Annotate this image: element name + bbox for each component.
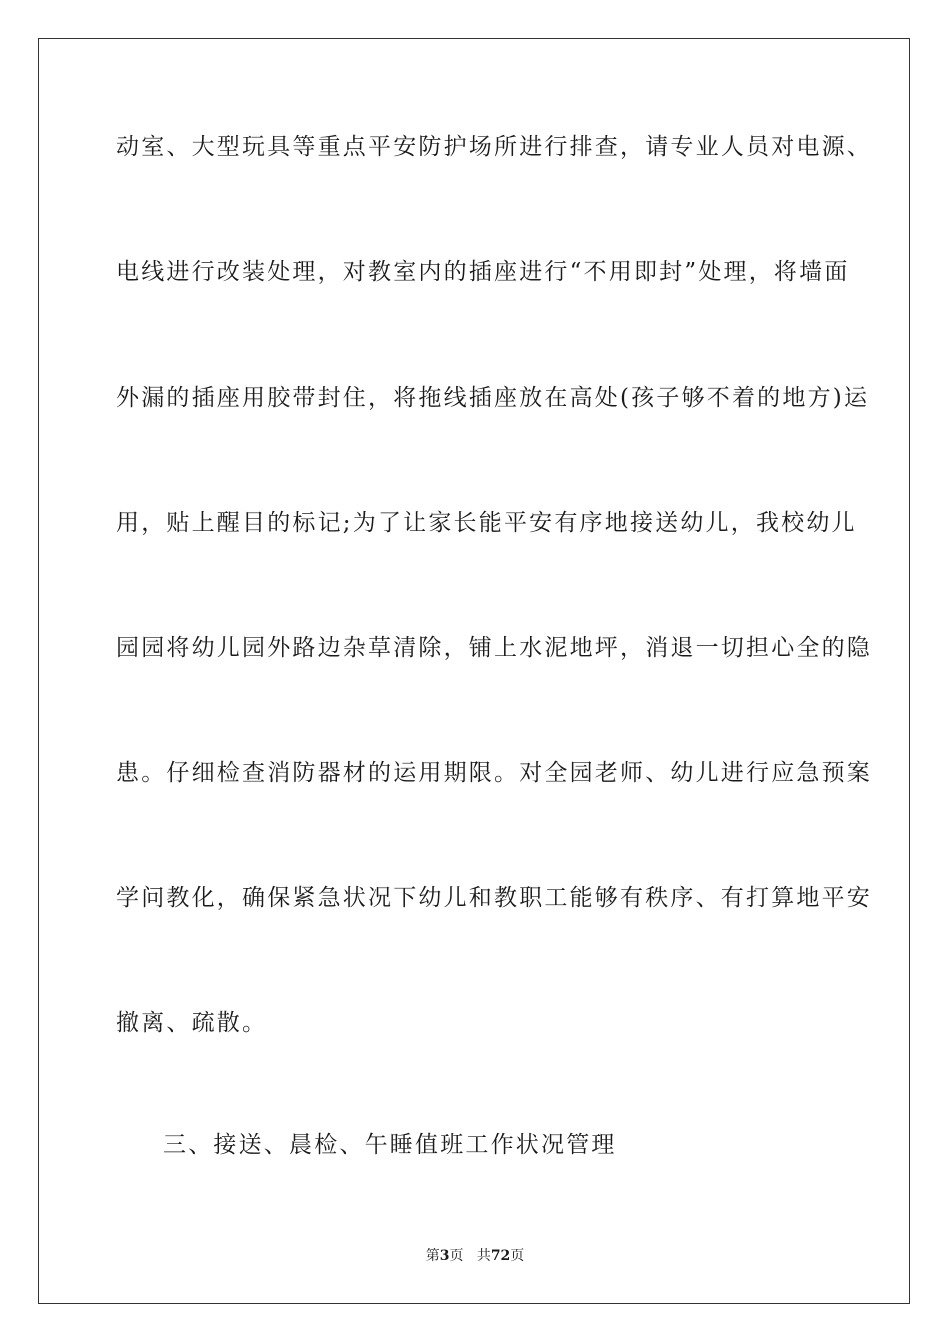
body-line-4: 用，贴上醒目的标记;为了让家长能平安有序地接送幼儿，我校幼儿: [116, 510, 857, 536]
body-line-3: 外漏的插座用胶带封住，将拖线插座放在高处(孩子够不着的地方)运: [116, 385, 870, 411]
body-line-8: 撤离、疏散。: [116, 1010, 268, 1036]
page-border: [38, 38, 910, 1304]
page-suffix: 页: [449, 1248, 464, 1264]
body-line-7: 学问教化，确保紧急状况下幼儿和教职工能够有秩序、有打算地平安: [116, 885, 872, 911]
body-line-6: 患。仔细检查消防器材的运用期限。对全园老师、幼儿进行应急预案: [116, 760, 872, 786]
body-line-1: 动室、大型玩具等重点平安防护场所进行排查，请专业人员对电源、: [116, 134, 872, 160]
body-line-2: 电线进行改装处理，对教室内的插座进行“不用即封”处理，将墙面: [116, 259, 850, 285]
page-number: 3: [439, 1248, 450, 1264]
total-prefix: 共: [476, 1248, 491, 1264]
page-prefix: 第: [425, 1248, 440, 1264]
total-pages: 72: [490, 1248, 511, 1264]
body-line-5: 园园将幼儿园外路边杂草清除，铺上水泥地坪，消退一切担心全的隐: [116, 635, 872, 661]
total-suffix: 页: [510, 1248, 525, 1264]
page-footer: [0, 1247, 950, 1265]
section-heading: 三、接送、晨检、午睡值班工作状况管理: [163, 1132, 617, 1158]
